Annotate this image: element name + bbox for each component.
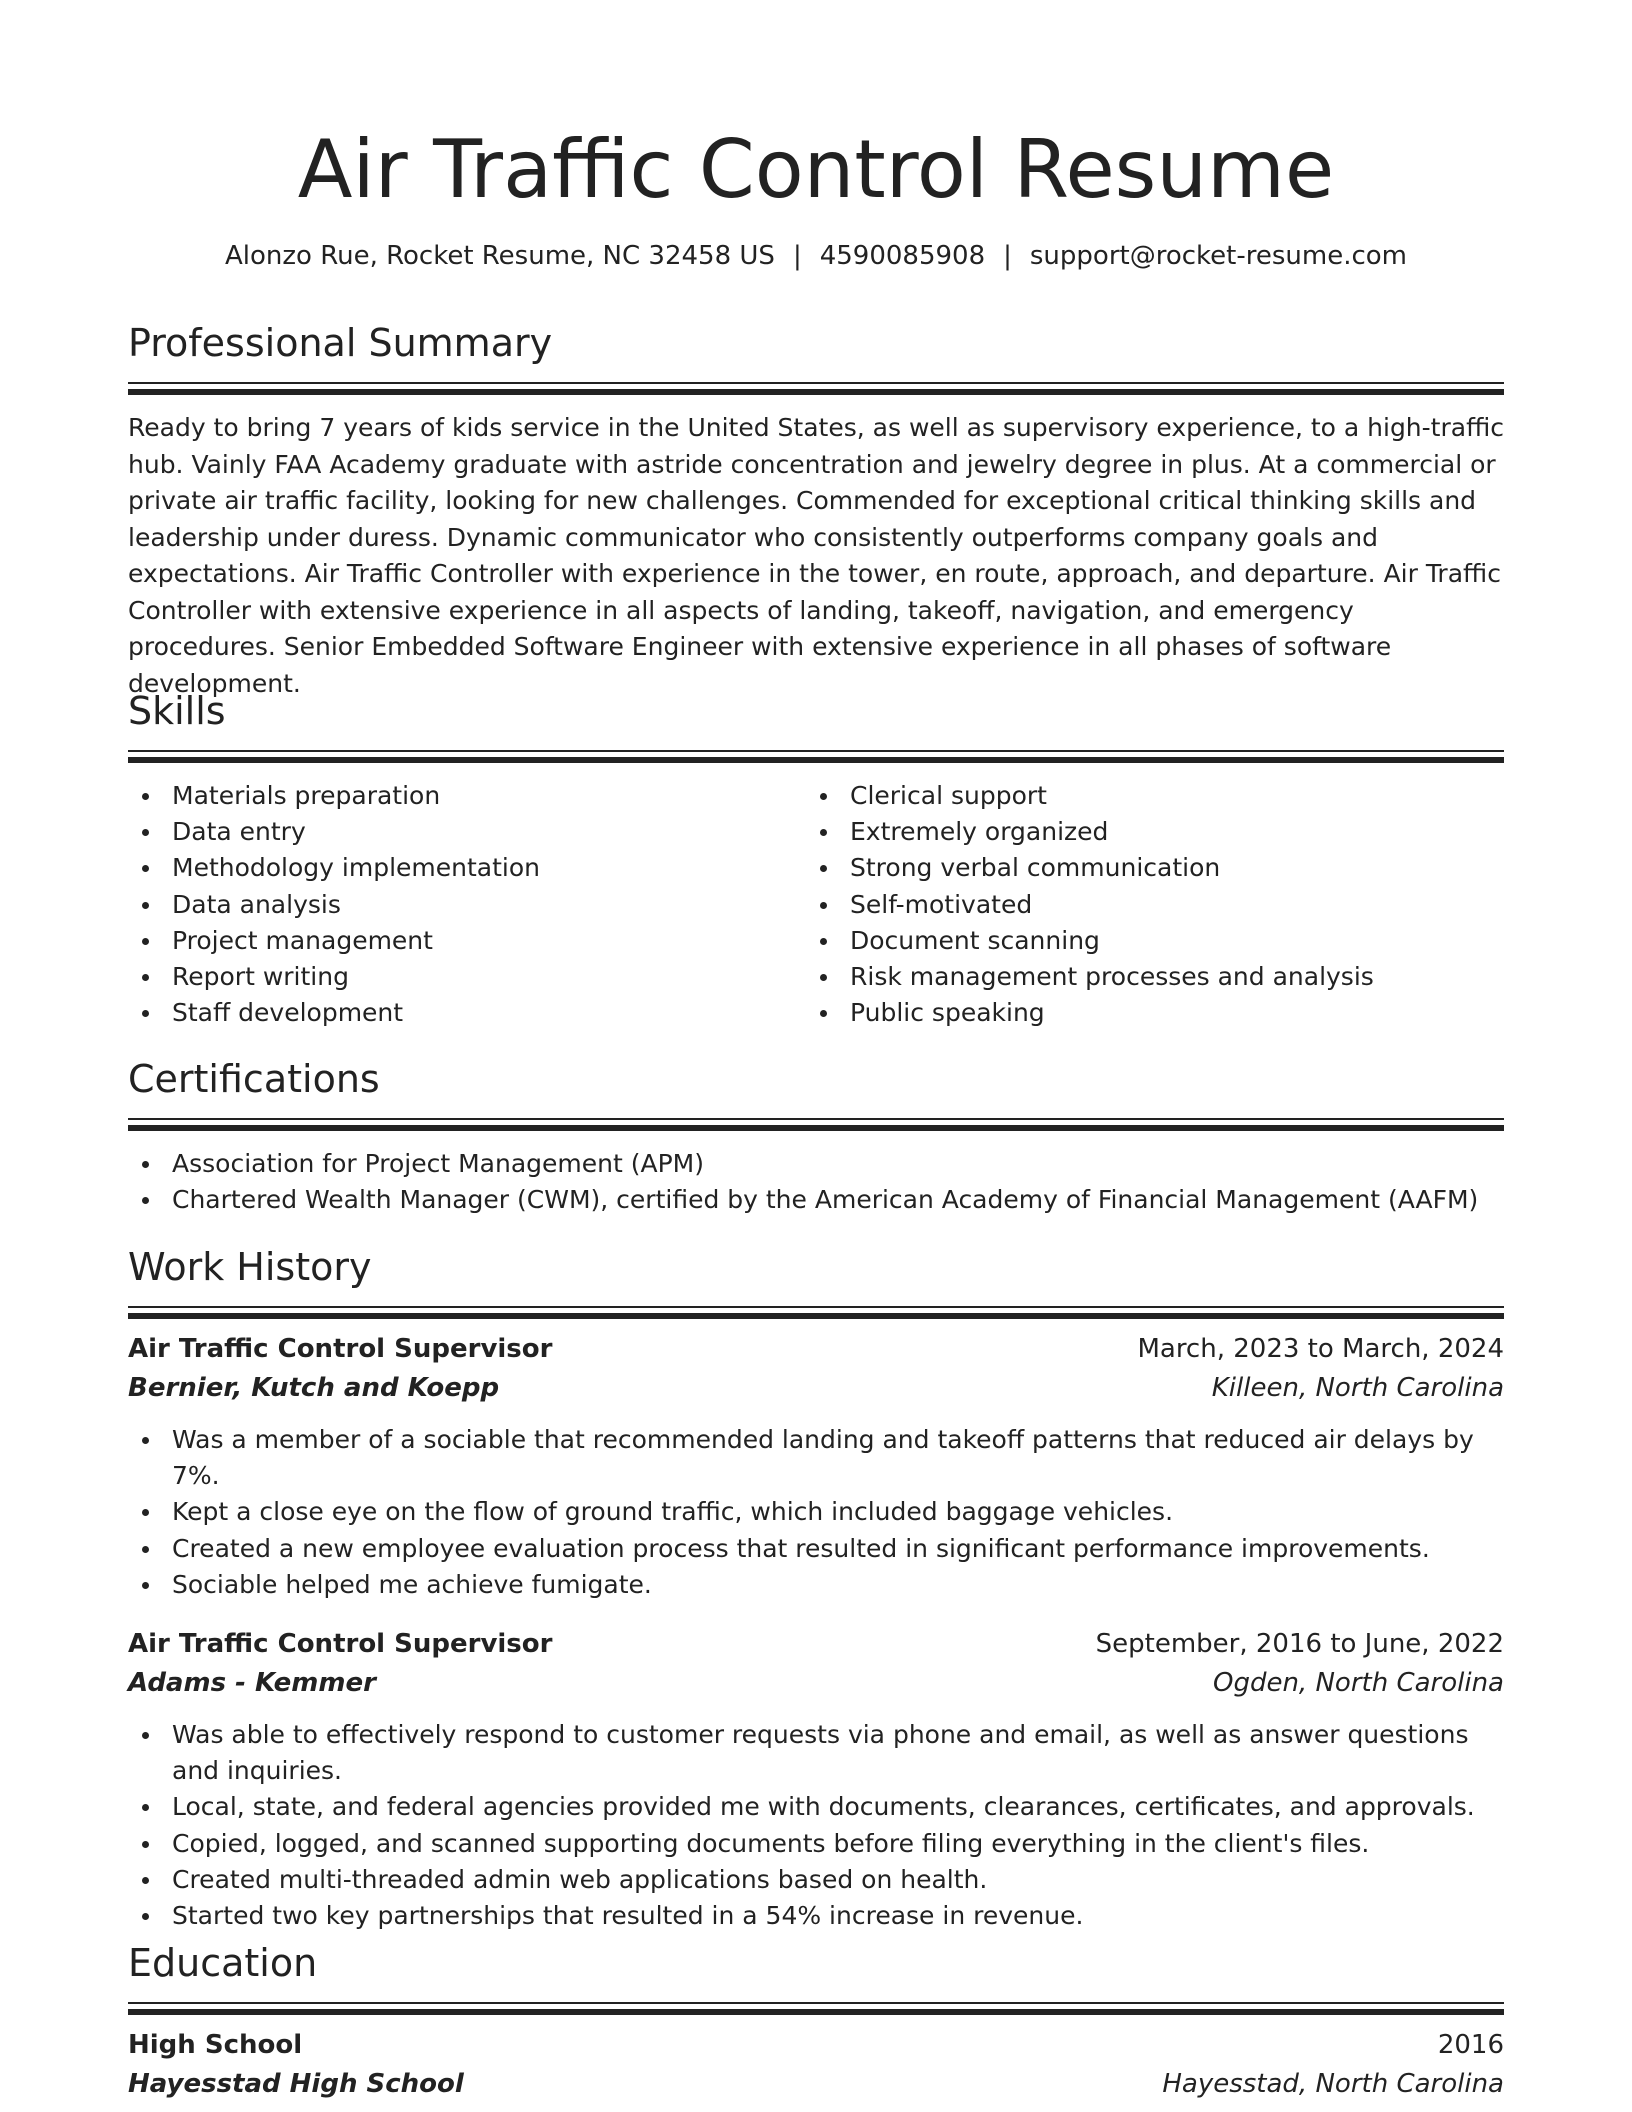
- contact-address: Alonzo Rue, Rocket Resume, NC 32458 US: [224, 241, 775, 271]
- skill-item: Clerical support: [806, 778, 1504, 814]
- section-divider: [128, 2002, 1504, 2016]
- job-bullet: Sociable helped me achieve fumigate.: [128, 1567, 1504, 1603]
- job-company: Bernier, Kutch and Koepp: [128, 1373, 500, 1403]
- job-subheader: [128, 1369, 1504, 1408]
- skill-item: Strong verbal communication: [806, 850, 1504, 886]
- section-divider: [128, 750, 1504, 764]
- skills-section: [128, 686, 1504, 1031]
- education-header: [128, 2026, 1504, 2065]
- skill-item: Report writing: [128, 959, 806, 995]
- section-divider: [128, 1306, 1504, 1320]
- skill-item: Extremely organized: [806, 814, 1504, 850]
- job-bullet: Created a new employee evaluation process that resulted in significant performance improvements.: [128, 1531, 1504, 1567]
- contact-email: support@rocket-resume.com: [1029, 241, 1407, 271]
- job-entry: [128, 1625, 1504, 1934]
- job-bullet-list: [128, 1422, 1504, 1603]
- job-entry: [128, 1330, 1504, 1603]
- job-bullet: Created multi-threaded admin web applications based on health.: [128, 1862, 1504, 1898]
- skills-columns: [128, 778, 1504, 1031]
- job-subheader: [128, 1664, 1504, 1703]
- job-bullet-list: [128, 1717, 1504, 1934]
- job-header: [128, 1330, 1504, 1369]
- section-divider: [128, 1118, 1504, 1132]
- job-bullet: Kept a close eye on the flow of ground traffic, which included baggage vehicles.: [128, 1494, 1504, 1530]
- education-location: Hayesstad, North Carolina: [1162, 2069, 1504, 2099]
- skills-heading: Skills: [128, 689, 226, 733]
- skill-item: Document scanning: [806, 923, 1504, 959]
- skill-item: Materials preparation: [128, 778, 806, 814]
- job-bullet: Was able to effectively respond to customer requests via phone and email, as well as answer questions and inquiries.: [128, 1717, 1504, 1789]
- education-year: 2016: [1437, 2030, 1504, 2060]
- job-header: [128, 1625, 1504, 1664]
- education-section: [128, 1938, 1504, 2104]
- skill-item: Data analysis: [128, 887, 806, 923]
- work-history-section: [128, 1242, 1504, 1934]
- summary-heading: Professional Summary: [128, 321, 553, 365]
- work-history-heading: Work History: [128, 1245, 372, 1289]
- certifications-list: [128, 1146, 1504, 1218]
- certification-item: Chartered Wealth Manager (CWM), certified by the American Academy of Financial Management (AAFM): [128, 1182, 1504, 1218]
- job-location: Ogden, North Carolina: [1212, 1668, 1504, 1699]
- job-dates: September, 2016 to June, 2022: [1095, 1629, 1504, 1660]
- contact-separator: |: [792, 241, 802, 271]
- skill-item: Public speaking: [806, 995, 1504, 1031]
- skills-right-list: [806, 778, 1504, 1031]
- skill-item: Risk management processes and analysis: [806, 959, 1504, 995]
- skill-item: Staff development: [128, 995, 806, 1031]
- contact-phone: 4590085908: [819, 241, 986, 271]
- summary-section: [128, 318, 1504, 702]
- resume-title: Air Traffic Control Resume: [297, 123, 1335, 216]
- contact-separator: |: [1003, 241, 1012, 271]
- job-title: Air Traffic Control Supervisor: [128, 1629, 553, 1660]
- job-bullet: Was a member of a sociable that recommended landing and takeoff patterns that reduced air delays by 7%.: [128, 1422, 1504, 1494]
- education-heading: Education: [128, 1941, 318, 1985]
- skill-item: Self-motivated: [806, 887, 1504, 923]
- skill-item: Methodology implementation: [128, 850, 806, 886]
- education-entry: [128, 2026, 1504, 2104]
- skills-left-list: [128, 778, 806, 1031]
- skill-item: Project management: [128, 923, 806, 959]
- job-company: Adams - Kemmer: [128, 1668, 376, 1699]
- contact-line: [128, 238, 1504, 274]
- job-title: Air Traffic Control Supervisor: [128, 1334, 553, 1364]
- job-dates: March, 2023 to March, 2024: [1137, 1334, 1504, 1364]
- certifications-section: [128, 1054, 1504, 1218]
- section-divider: [128, 382, 1504, 396]
- certification-item: Association for Project Management (APM): [128, 1146, 1504, 1182]
- summary-text: Ready to bring 7 years of kids service in the United States, as well as supervisory experience, to a high-traffic hub. Vainly FAA Academy graduate with astride concentration and jewelry degree in plus. At a commercial or private air traffic facility, looking for new challenges. Commended for exceptional critical thinking skills and leadership under duress. Dynamic communicator who consistently outperforms company goals and expectations. Air Traffic Controller with experience in the tower, en route, approach, and departure. Air Traffic Controller with extensive experience in all aspects of landing, takeoff, navigation, and emergency procedures. Senior Embedded Software Engineer with extensive experience in all phases of software development.: [128, 413, 1504, 698]
- education-subheader: [128, 2065, 1504, 2104]
- job-bullet: Copied, logged, and scanned supporting documents before filing everything in the client's files.: [128, 1826, 1504, 1862]
- job-bullet: Local, state, and federal agencies provided me with documents, clearances, certificates, and approvals.: [128, 1789, 1504, 1825]
- certifications-heading: Certifications: [128, 1057, 380, 1101]
- education-school: Hayesstad High School: [128, 2069, 464, 2099]
- education-degree: High School: [128, 2030, 303, 2060]
- skill-item: Data entry: [128, 814, 806, 850]
- job-bullet: Started two key partnerships that resulted in a 54% increase in revenue.: [128, 1898, 1504, 1934]
- job-location: Killeen, North Carolina: [1211, 1373, 1504, 1403]
